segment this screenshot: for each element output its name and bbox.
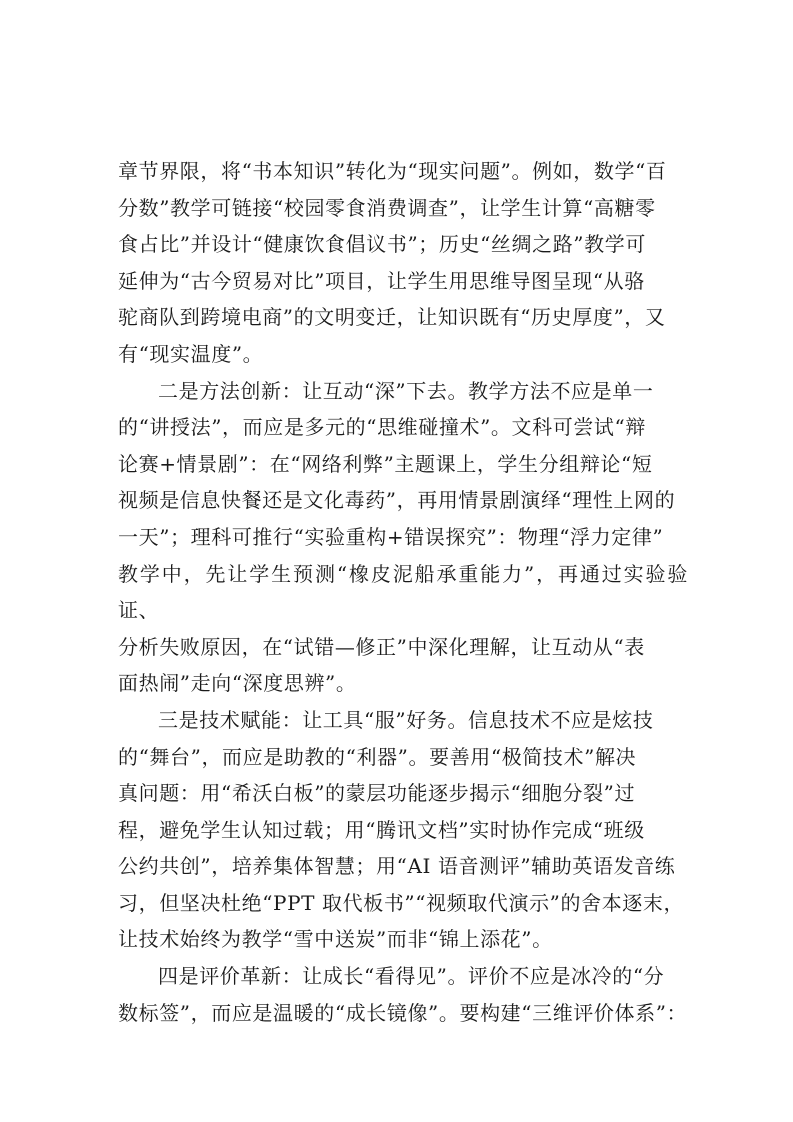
paragraph-continuation: 章节界限，将“书本知识”转化为“现实问题”。例如，数学“百 分数”教学可链接“校园零食消费调查”，让学生计算“高糖零 食占比”并设计“健康饮食倡议书”；历史“丝绸之路”教学可 延伸为“古今贸易对比”项目，让学生用思维导图呈现“从骆 驼商队到跨境电商”的文明变迁，让知识既有“历史厚度”，又 有“现实温度”。 — [118, 159, 667, 366]
paragraph-evaluation-reform: 四是评价革新：让成长“看得见”。评价不应是冰冷的“分 数标签”，而应是温暖的“成长镜像”。要构建“三维评价体系”： — [118, 964, 688, 1025]
paragraph-method-innovation: 二是方法创新：让互动“深”下去。教学方法不应是单一 的“讲授法”，而应是多元的“思维碰撞术”。文科可尝试“辩 论赛+情景剧”：在“网络利弊”主题课上，学生分组辩论“短 视频是信息快餐还是文化毒药”，再用情景剧演绎“理性上网的 一天”；理科可推行“实验重构+错误探究”：物理“浮力定律” 教学中，先让学生预测“橡皮泥船承重能力”，再通过实验验证、 分析失败原因，在“试错—修正”中深化理解，让互动从“表 面热闹”走向“深度思辨”。 — [118, 378, 688, 696]
paragraph-technology-empowerment: 三是技术赋能：让工具“服”好务。信息技术不应是炫技 的“舞台”，而应是助教的“利器”。要善用“极简技术”解决 真问题：用“希沃白板”的蒙层功能逐步揭示“细胞分裂”过 程，避免学生认知过载；用“腾讯文档”实时协作完成“班级 公约共创”，培养集体智慧；用“AI 语音测评”辅助英语发音练 习，但坚决杜绝“PPT 取代板书”“视频取代演示”的舍本逐末， 让技术始终为教学“雪中送炭”而非“锦上添花”。 — [118, 707, 685, 952]
document-body — [118, 153, 688, 1031]
